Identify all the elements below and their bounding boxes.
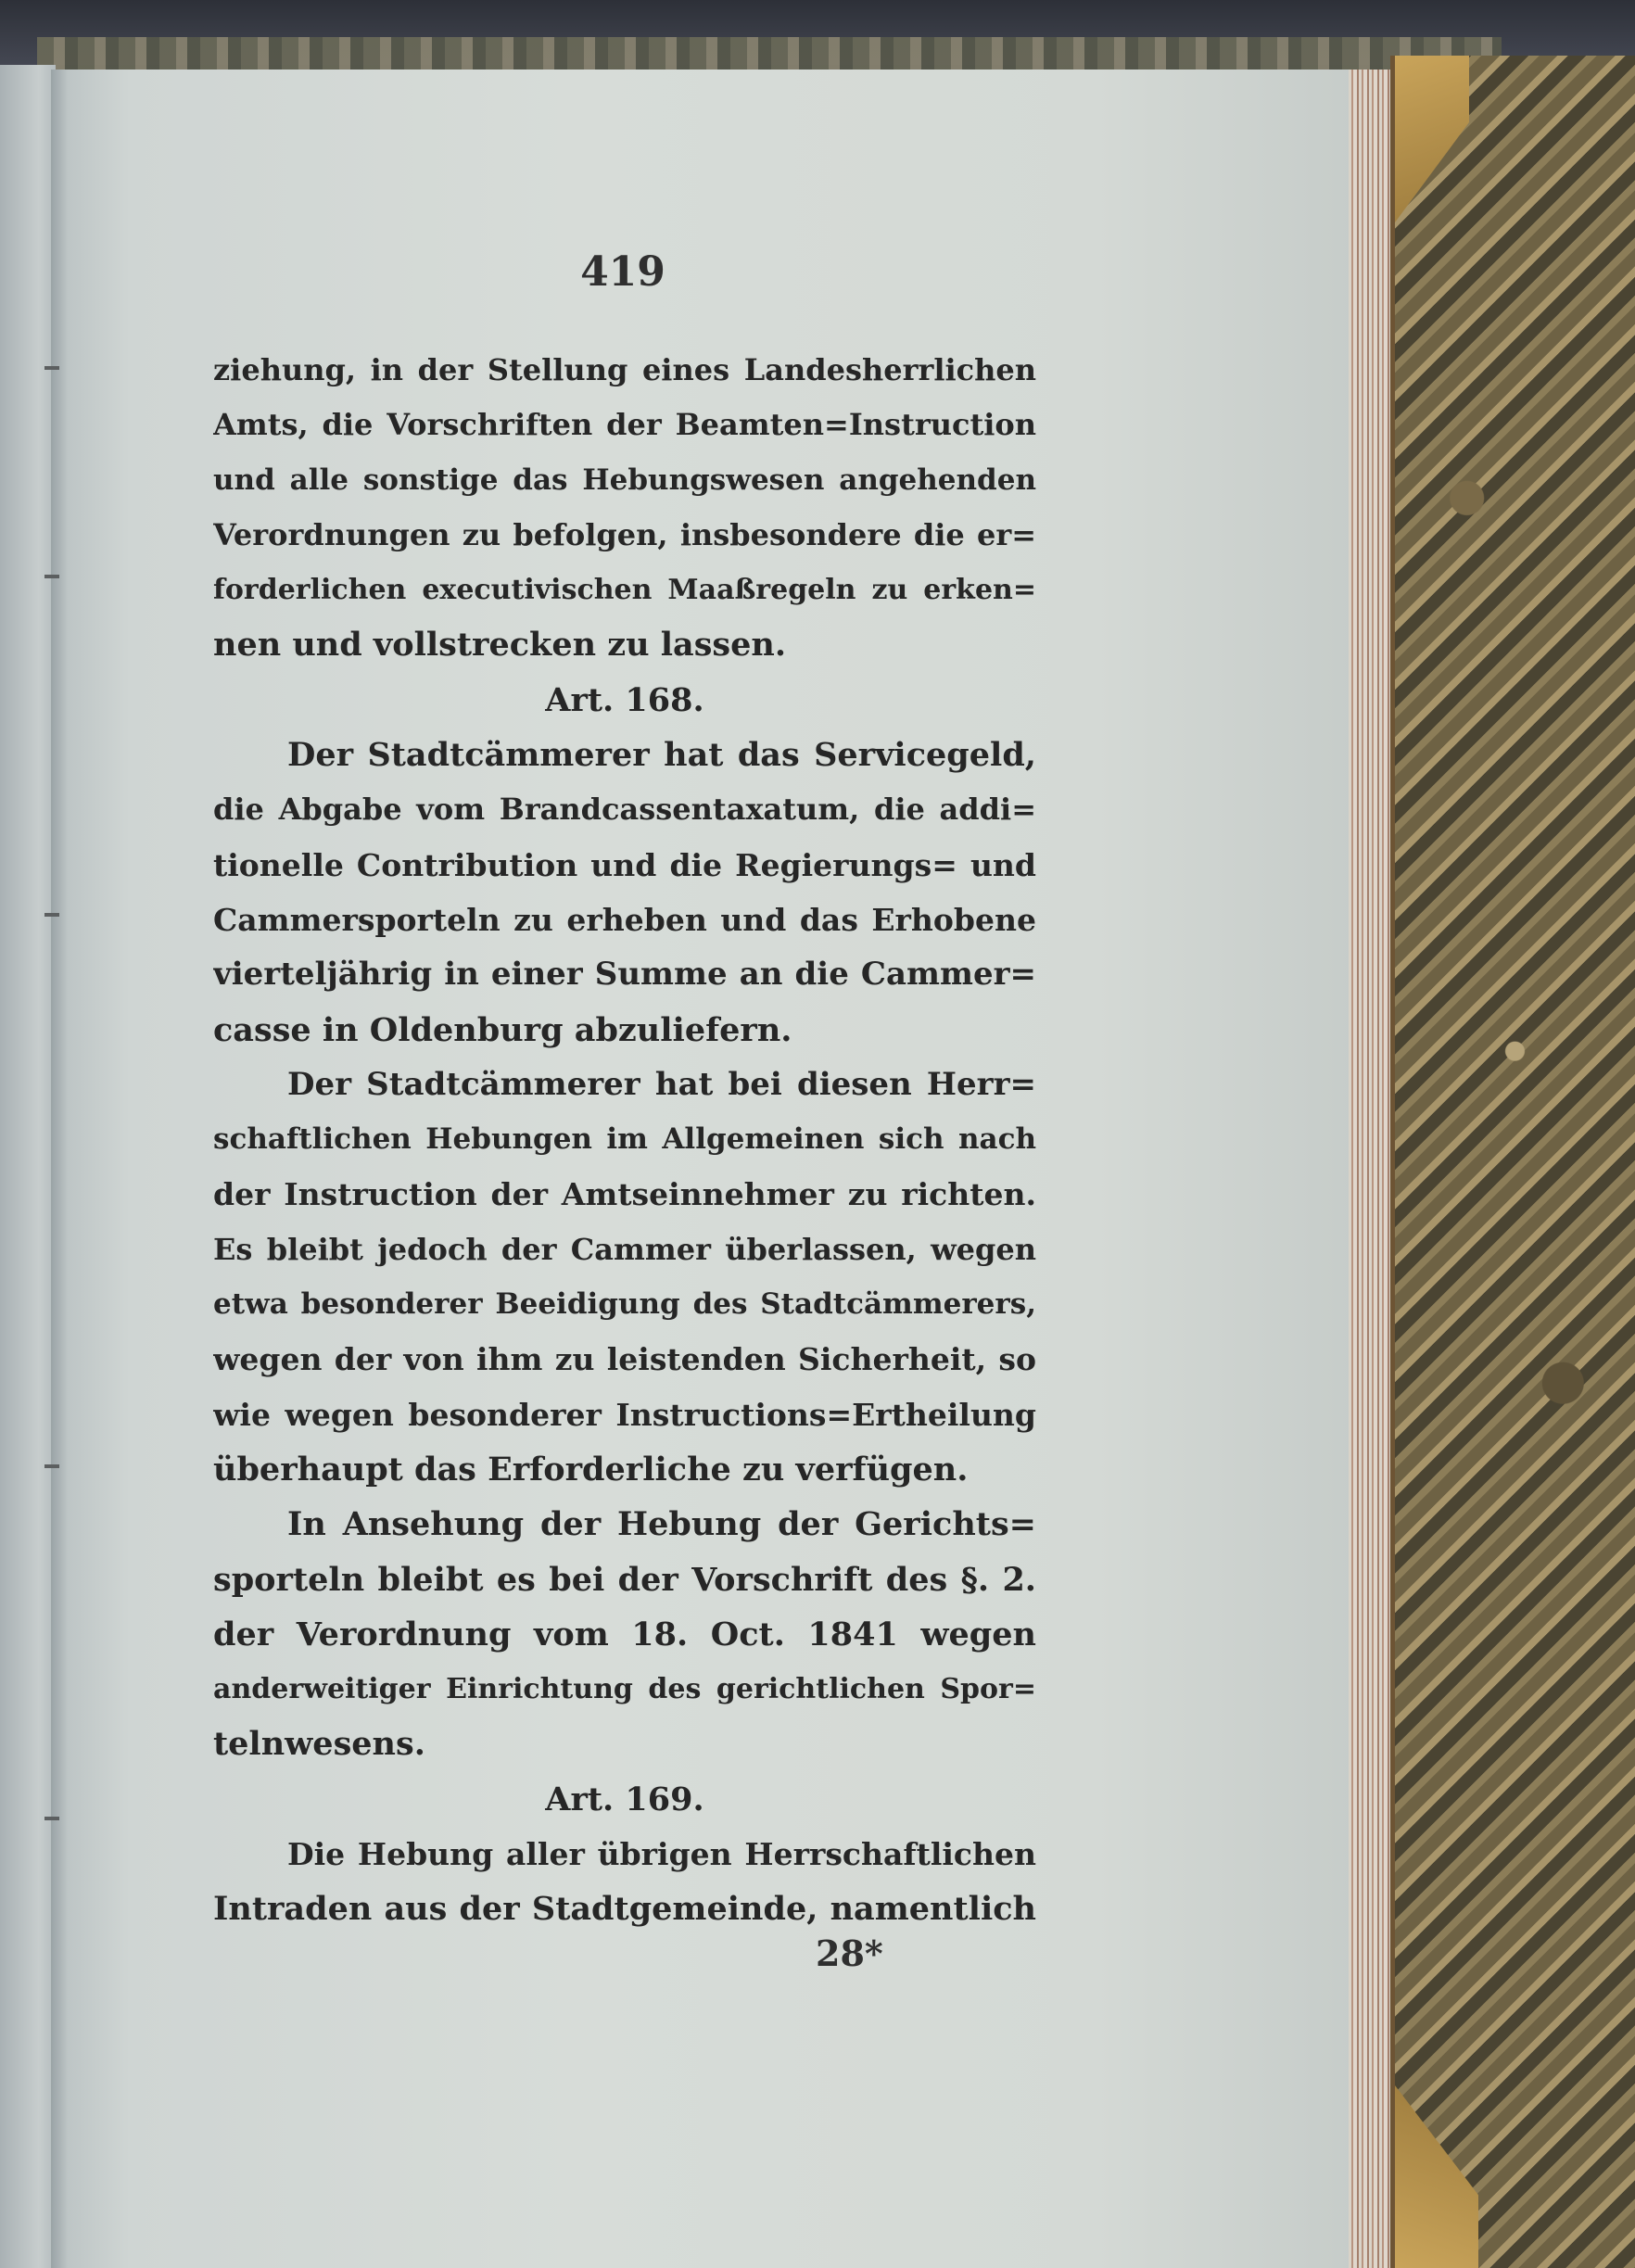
text-line: forderlichen executivischen Maaßregeln zu erken= [213, 574, 1036, 607]
text-line: die Abgabe vom Brandcassentaxatum, die addi= [213, 792, 1036, 828]
text-line: tionelle Contribution und die Regierungs= und [213, 846, 1036, 883]
binding-stitch [44, 575, 59, 578]
text-line: etwa besonderer Beeidigung des Stadtcämmerers, [213, 1287, 1036, 1322]
text-line: und alle sonstige das Hebungswesen angehenden [213, 462, 1036, 497]
text-line: casse in Oldenburg abzuliefern. [213, 1010, 792, 1049]
text-line: Es bleibt jedoch der Cammer überlassen, wegen [213, 1231, 1036, 1267]
binding-stitch [44, 1817, 59, 1820]
text-line: Die Hebung aller übrigen Herrschaftlichen [287, 1836, 1036, 1873]
article-heading: Art. 168. [545, 680, 704, 719]
text-line: Cammersporteln zu erheben und das Erhobene [213, 901, 1036, 938]
text-line: wegen der von ihm zu leistenden Sicherheit, so [213, 1341, 1036, 1378]
article-heading: Art. 169. [545, 1780, 704, 1818]
text-line: der Verordnung vom 18. Oct. 1841 wegen [213, 1615, 1036, 1653]
marbled-cover [1395, 56, 1635, 2268]
text-line: Verordnungen zu befolgen, insbesondere die er= [213, 516, 1036, 552]
page-number: 419 [580, 248, 665, 296]
page-gutter [51, 70, 68, 2268]
text-line: wie wegen besonderer Instructions=Ertheilung [213, 1396, 1036, 1433]
body-text [213, 343, 1036, 1937]
text-line: telnwesens. [213, 1725, 425, 1764]
text-line: vierteljährig in einer Summe an die Cammer= [213, 956, 1036, 994]
binding-stitch [44, 1464, 59, 1468]
text-line: Der Stadtcämmerer hat bei diesen Herr= [287, 1065, 1036, 1103]
text-line: nen und vollstrecken zu lassen. [213, 626, 787, 665]
text-line: Intraden aus der Stadtgemeinde, namentlich [213, 1890, 1036, 1929]
text-line: der Instruction der Amtseinnehmer zu richten. [213, 1176, 1036, 1213]
text-line: In Ansehung der Hebung der Gerichts= [287, 1505, 1036, 1544]
facing-page-edge [0, 65, 56, 2268]
signature-mark: 28* [816, 1932, 883, 1974]
text-line: Der Stadtcämmerer hat das Servicegeld, [287, 736, 1036, 775]
text-line: sporteln bleibt es bei der Vorschrift des §. 2. [213, 1560, 1036, 1599]
text-line: anderweitiger Einrichtung des gerichtlichen Spor= [213, 1673, 1036, 1706]
text-line: schaftlichen Hebungen im Allgemeinen sich nach [213, 1122, 1036, 1157]
binding-stitch [44, 366, 59, 370]
text-line: überhaupt das Erforderliche zu verfügen. [213, 1450, 969, 1489]
binding-stitch [44, 913, 59, 917]
text-line: ziehung, in der Stellung eines Landesherrlichen [213, 352, 1036, 387]
text-line: Amts, die Vorschriften der Beamten=Instruction [213, 407, 1036, 443]
